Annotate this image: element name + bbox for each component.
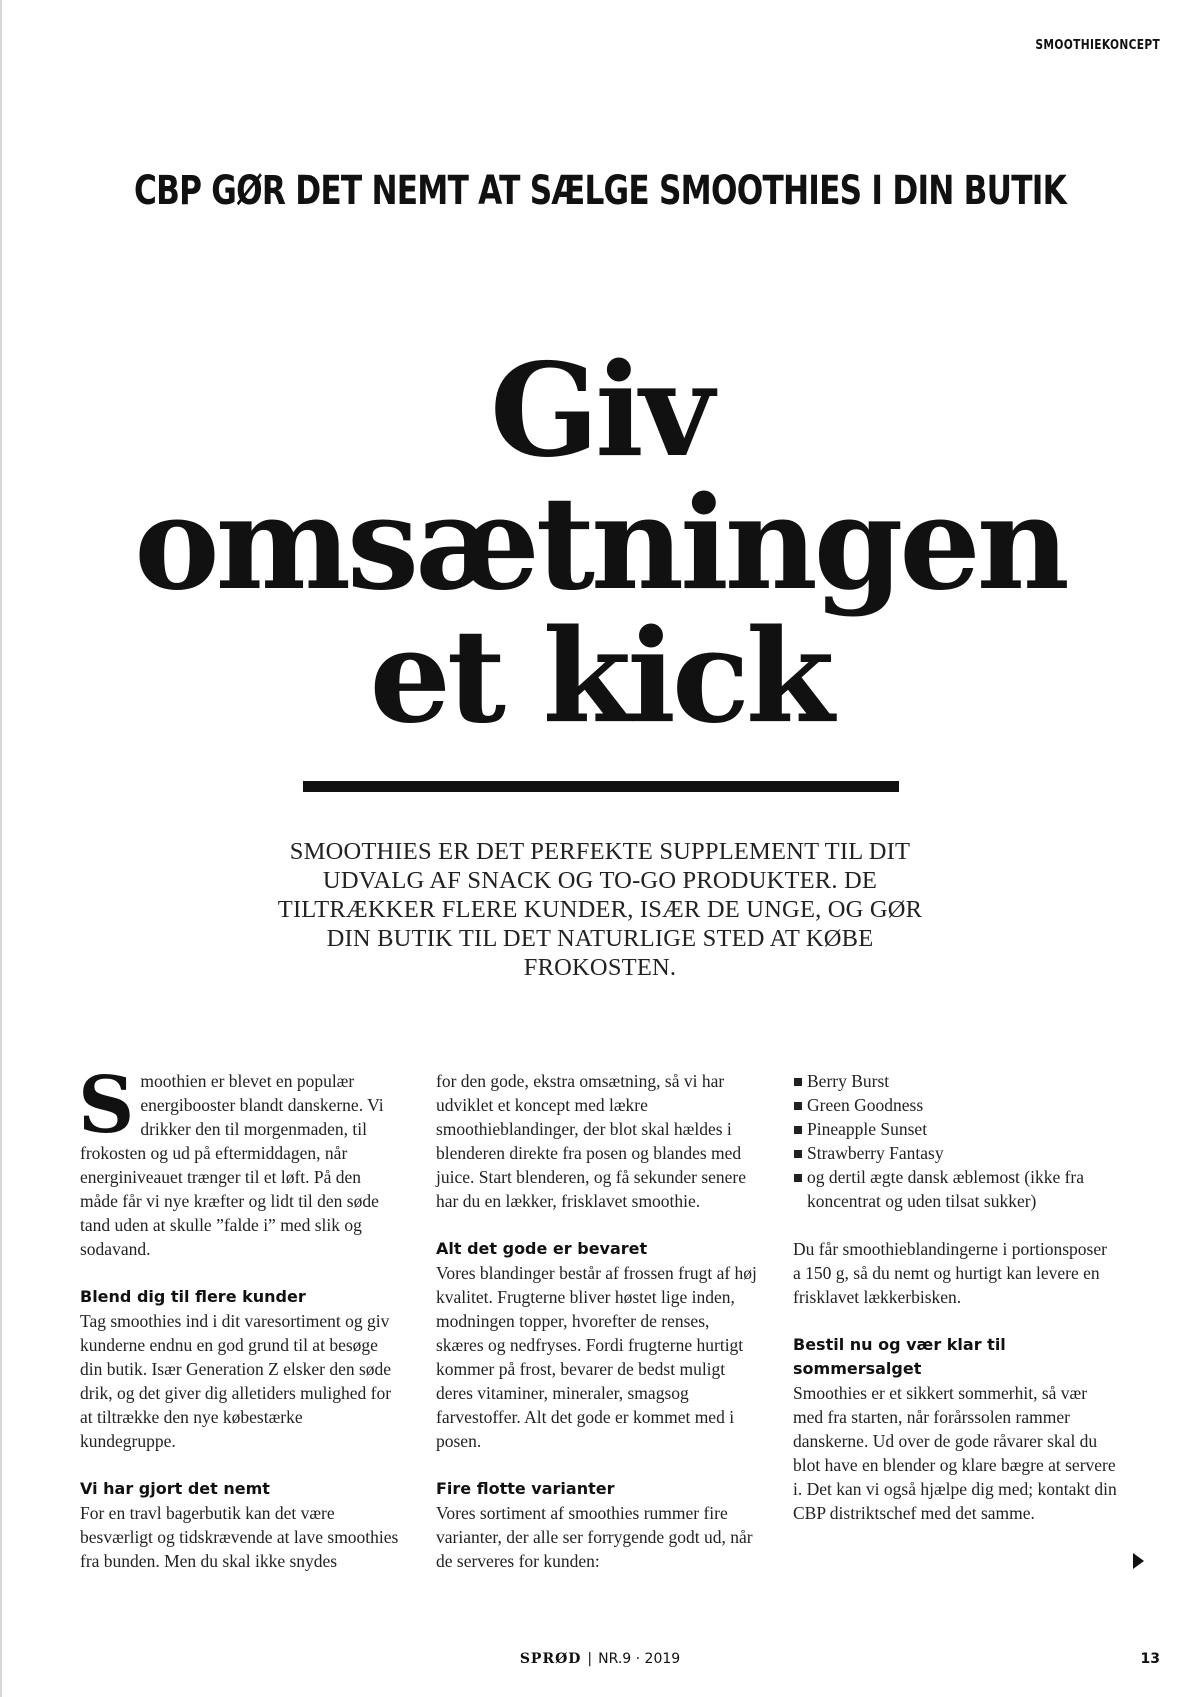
variant-list: [793, 1069, 1118, 1213]
headline-line-1: Giv: [489, 336, 711, 486]
opening-text: moothien er blevet en populær energibooster blandt danskerne. Vi drikker den til morgenmaden, til frokosten og ud på eftermiddagen, når energiniveauet trænger til et løft. På den måde får vi nye kræfter og lidt til den søde tand uden at skulle ”falde i” med slik og sodavand.: [80, 1071, 384, 1259]
paragraph-variants: Vores sortiment af smoothies rummer fire varianter, der alle ser forrygende godt ud, når de serveres for kunden:: [436, 1503, 753, 1571]
footer: [0, 1651, 1200, 1667]
paragraph-blend: Tag smoothies ind i dit varesortiment og giv kunderne endnu en god grund til at besøge din butik. Især Generation Z elsker den søde drik, og det giver dig alletiders mulighed for at tiltrække den nye købestærke kundegruppe.: [80, 1311, 392, 1451]
arrow-right-icon: [1133, 1553, 1144, 1569]
page-edge-line: [0, 0, 2, 1697]
subheading-blend: Blend dig til flere kunder: [80, 1287, 306, 1306]
paragraph-order: Smoothies er et sikkert sommerhit, så vær med fra starten, når forårssolen rammer danskerne. Ud over de gode råvarer skal du blot have en blender og klare bægre at servere i. Det kan vi også hjælpe dig med; kontakt din CBP distriktschef med det samme.: [793, 1383, 1117, 1523]
footer-separator: |: [587, 1651, 593, 1667]
paragraph-portions: Du får smoothieblandingerne i portionsposer a 150 g, så du nemt og hurtigt kan levere en frisklavet lækkerbisken.: [793, 1239, 1107, 1307]
opening-paragraph: [78, 1060, 402, 1261]
paragraph-concept: for den gode, ekstra omsætning, så vi har udviklet et koncept med lækre smoothieblandinger, der blot skal hældes i blenderen direkte fra posen og blandes med juice. Start blenderen, og få sekunder senere har du en lækker, frisklavet smoothie.: [436, 1071, 747, 1211]
article-column-1: [78, 1060, 402, 1573]
page-number: 13: [1140, 1651, 1160, 1667]
subheading-preserved: Alt det gode er bevaret: [436, 1239, 648, 1258]
list-item: Green Goodness: [793, 1093, 1118, 1117]
list-item: Pineapple Sunset: [793, 1117, 1118, 1141]
dropcap: S: [78, 1060, 135, 1151]
magazine-name: SPRØD: [519, 1651, 582, 1667]
subheading-order: Bestil nu og vær klar til sommersalget: [793, 1335, 1006, 1378]
paragraph-easy: For en travl bagerbutik kan det være besværligt og tidskrævende at lave smoothies fra bunden. Men du skal ikke snydes: [80, 1503, 399, 1571]
headline-line-3: et kick: [369, 602, 831, 752]
list-item: og dertil ægte dansk æblemost (ikke fra koncentrat og uden tilsat sukker): [793, 1165, 1118, 1213]
subheading-variants: Fire flotte varianter: [436, 1479, 615, 1498]
intro-lead: SMOOTHIES ER DET PERFEKTE SUPPLEMENT TIL DIT UDVALG AF SNACK OG TO-GO PRODUKTER. DE TILTRÆKKER FLERE KUNDER, ISÆR DE UNGE, OG GØR DIN BUTIK TIL DET NATURLIGE STED AT KØBE FROKOSTEN.: [277, 838, 923, 981]
list-item: Strawberry Fantasy: [793, 1141, 1118, 1165]
article-column-3: [793, 1069, 1118, 1525]
section-label: SMOOTHIEKONCEPT: [1035, 38, 1160, 53]
list-item: Berry Burst: [793, 1069, 1118, 1093]
paragraph-preserved: Vores blandinger består af frossen frugt af høj kvalitet. Frugterne bliver høstet lige inden, modningen topper, hvorefter de renses, skæres og nedfryses. Fordi frugterne hurtigt kommer på frost, bevarer de bedst muligt deres vitaminer, mineraler, smagsog farvestoffer. Alt det gode er kommet med i posen.: [436, 1263, 757, 1451]
issue-number: NR.9 · 2019: [598, 1651, 681, 1667]
headline-line-2: omsætningen: [134, 469, 1066, 619]
headline: [0, 336, 1200, 752]
article-column-2: [436, 1069, 761, 1573]
headline-rule: [303, 781, 899, 792]
subheading-easy: Vi har gjort det nemt: [80, 1479, 270, 1498]
kicker-heading: CBP GØR DET NEMT AT SÆLGE SMOOTHIES I DIN BUTIK: [134, 168, 1066, 214]
